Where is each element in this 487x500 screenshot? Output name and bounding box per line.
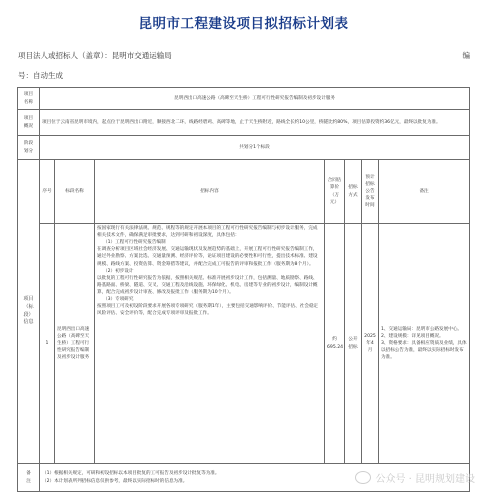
- header-content: 招标内容: [95, 160, 325, 224]
- stage-label: [18, 136, 40, 160]
- row-column-headers: [18, 160, 470, 224]
- item-seq: 1: [40, 224, 55, 464]
- remark-label: [18, 464, 40, 492]
- note-item-2: 2、建设规模：详见项目概况。: [381, 333, 444, 339]
- item-time: 2025年4月: [362, 224, 379, 464]
- watermark-text: 公众号 · 昆明规划建设: [375, 474, 475, 485]
- item-content: [95, 224, 325, 464]
- project-name-value: 昆明西出口高速公路（高碑至天生桥）工程可行性研究报告编制及初步设计服务: [40, 88, 470, 110]
- content-para-2: （1）工程可行性研究报告编制: [103, 240, 166, 246]
- owner-line: [18, 50, 470, 61]
- item-note: [379, 224, 470, 464]
- remark-label-1: 备: [26, 471, 31, 477]
- header-time: 预计招标公告发布时间: [362, 160, 379, 224]
- row-project-name: [18, 88, 470, 110]
- content-para-3: 在调查分析项目区域社会经济发展、交通运输现状及发展趋势的基础上，开展工程可行性研究报告编制工作，通过外业勘察、方案比选、交通量预测、经济评价等，论证项目建设的必要性和可行性，提出技术标准、建设规模、路线方案、投资估算、资金筹措等建议，并配合完成工可报告的评审和报批工作（服务期为8个月）。: [97, 247, 318, 267]
- header-budget: 合同估算价（万元）: [325, 160, 345, 224]
- info-label: [18, 160, 40, 464]
- row-item-1: [18, 224, 470, 464]
- content-para-6: （3）专项研究: [103, 297, 134, 303]
- overview-label: [18, 110, 40, 136]
- overview-label-1: 项目: [23, 116, 34, 122]
- info-label-3: 段）: [23, 311, 34, 318]
- header-seq: 序号: [40, 160, 55, 224]
- content-para-7: 按照项目工可及初设阶段要求开展各项专项研究（服务期1年），主要包括交通影响评价、节能评估、社会稳定风险评估、安全评价等，配合完成专项评审及报批工作。: [97, 304, 319, 317]
- owner-text: 项目法人或招标人（盖章）：昆明市交通运输局: [18, 51, 172, 60]
- name-label: [18, 88, 40, 110]
- content-para-1: 按国家现行有关法律法规、规范、规程等的规定开展本项目的工程可行性研究报告编制与初步设计服务，完成相关技术文件，确保满足审批要求，达到可研和初设深度，具体包括：: [97, 226, 318, 239]
- wechat-icon: [355, 471, 371, 484]
- content-para-4: （2）初步设计: [103, 268, 134, 274]
- row-stage: [18, 136, 470, 160]
- item-method: 公开招标: [345, 224, 362, 464]
- note-item-3: 3、资格要求：具备相应资质及业绩，具体以招标公告为准，最终以实际招标时发布为准。: [381, 340, 467, 361]
- name-label-1: 项目: [23, 92, 34, 98]
- content-para-5: 以批复的工程可行性研究报告为依据，按照相关规范、标准开展初步设计工作，包括测量、地质勘察、路线、路基路面、桥梁、隧道、交叉、交通工程及沿线设施、环保绿化、机电、房建等专业的初步设计，编制设计概算，配合完成初步设计审查、修改及报批工作（服务期为10个月）。: [97, 275, 318, 295]
- header-note: 备注: [379, 160, 470, 224]
- serial-label: 编: [462, 51, 470, 60]
- overview-value: 项目位于云南省昆明市境内，起点位于昆明西出口附近，顺接西北二环，线路经碧鸡、高碑等地，止于天生桥附近，路线全长约10公里，桥隧比约80%，项目估算投资约36亿元，最终以批复为准。: [40, 110, 470, 136]
- info-label-4: 信息: [23, 319, 34, 326]
- note-item-1: 1、交通运输局：昆明市公路发展中心。: [381, 326, 463, 332]
- item-section: 昆明西出口高速公路（高碑至天生桥）工程可行性研究报告编制及初步设计服务: [55, 224, 95, 464]
- remark-label-2: 注: [26, 478, 31, 484]
- watermark: [355, 470, 475, 485]
- stage-label-2: 划分: [23, 148, 34, 154]
- remark-line-1: （1）根据相关规定，可研和初设招标以本项目批复的工可报告及初步设计批复等为准。: [42, 471, 220, 477]
- overview-label-2: 概况: [23, 123, 34, 129]
- item-budget: 约695.24: [325, 224, 345, 464]
- header-section: 标段名称: [55, 160, 95, 224]
- stage-value: 共划分1个标段: [40, 136, 470, 160]
- page-title: 昆明市工程建设项目拟招标计划表: [138, 16, 349, 32]
- plan-table: [17, 87, 470, 492]
- remark-line-2: （2）本计划表所列招标信息仅供参考，最终以实际招标时的信息为准。: [42, 478, 188, 484]
- stage-label-1: 阶段: [23, 141, 34, 147]
- serial-line: 号：自动生成: [18, 71, 63, 80]
- info-label-2: （标: [23, 303, 34, 310]
- row-overview: [18, 110, 470, 136]
- header-method: 招标方式: [345, 160, 362, 224]
- name-label-2: 名称: [23, 99, 34, 105]
- info-label-1: 项目: [23, 296, 34, 302]
